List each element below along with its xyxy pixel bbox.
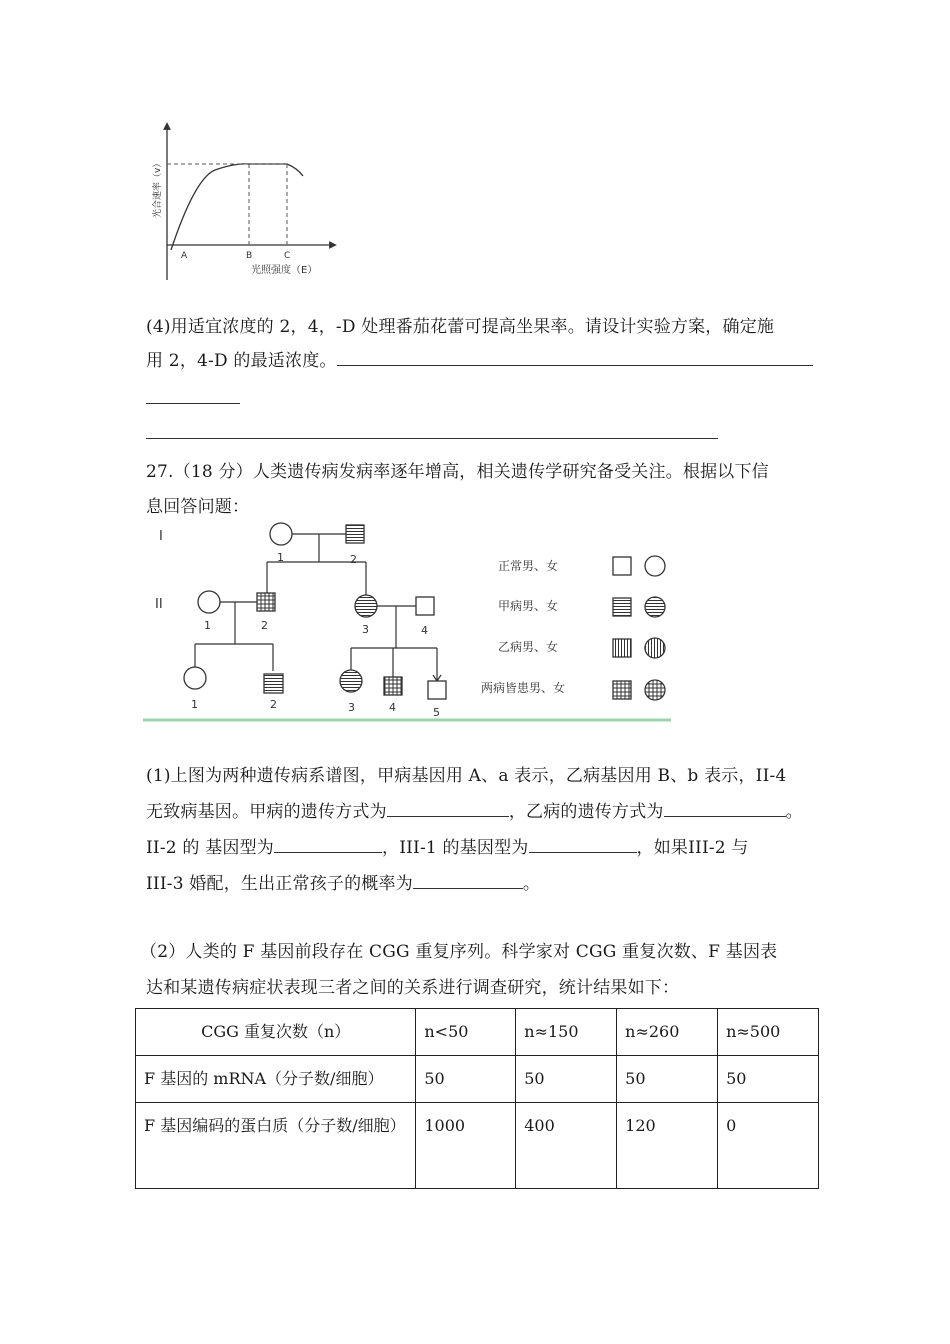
ii-4-number: 4 — [421, 624, 428, 637]
y-axis-label: 光合速率（v） — [153, 158, 163, 218]
inheritance-b-blank[interactable] — [664, 800, 786, 817]
iii-5-number: 5 — [433, 706, 440, 719]
q4-answer-blank-2[interactable] — [146, 403, 240, 404]
part1-line4 — [146, 869, 540, 894]
part1-line3-text-c: ，如果III-2 与 — [636, 838, 749, 858]
ii-2-both-diseases-male — [257, 593, 275, 611]
q27-line1: 27.（18 分）人类遗传病发病率逐年增高，相关遗传学研究备受关注。根据以下信 — [146, 462, 769, 482]
i-1-normal-female — [270, 523, 292, 545]
i-2-disease-a-male — [346, 525, 364, 543]
legend-disease-b-male-icon — [613, 639, 631, 657]
part2-line2: 达和某遗传病症状表现三者之间的关系进行调查研究，统计结果如下： — [146, 978, 680, 998]
iii-3-disease-a-female — [340, 670, 362, 692]
x-axis-label: 光照强度（E） — [251, 265, 318, 276]
ii-3-disease-a-female — [355, 595, 377, 617]
iii-2-disease-a-male — [264, 674, 283, 693]
part1-line3 — [146, 833, 749, 858]
q4-line2 — [146, 346, 813, 371]
q27-line2: 息回答问题： — [146, 497, 250, 517]
part1-line3-text-a: II-2 的 基因型为 — [146, 838, 274, 858]
legend-normal-female-icon — [645, 556, 665, 576]
legend-normal-male-icon — [613, 557, 631, 575]
photosynthesis-graph — [145, 118, 345, 286]
part1-line4-text-b: 。 — [522, 874, 541, 894]
iii-1-number: 1 — [191, 698, 198, 711]
part1-line1: (1)上图为两种遗传病系谱图，甲病基因用 A、a 表示，乙病基因用 B、b 表示，II-4 — [146, 766, 787, 786]
table-cell: F 基因的 mRNA（分子数/细胞） — [136, 1056, 416, 1103]
part1-line2-text-a: 无致病基因。甲病的遗传方式为 — [146, 802, 387, 822]
iii-1-normal-female — [184, 667, 206, 689]
iii-2-number: 2 — [270, 698, 277, 711]
inheritance-a-blank[interactable] — [387, 800, 509, 817]
ii-2-number: 2 — [261, 619, 268, 632]
table-cell: 0 — [718, 1103, 819, 1189]
probability-blank[interactable] — [413, 872, 523, 889]
point-a-label: A — [181, 251, 188, 261]
table-cell: F 基因编码的蛋白质（分子数/细胞） — [136, 1103, 416, 1189]
part1-line3-text-b: ，III-1 的基因型为 — [382, 838, 529, 858]
legend-disease-b-label: 乙病男、女 — [498, 640, 559, 654]
table-cell: 120 — [617, 1103, 718, 1189]
part1-line2 — [146, 797, 803, 822]
legend-disease-b-female-icon — [645, 638, 665, 658]
table-cell: 1000 — [416, 1103, 516, 1189]
table-header-cell: n≈500 — [718, 1009, 819, 1056]
point-b-label: B — [246, 251, 253, 261]
part1-line2-text-c: 。 — [785, 802, 803, 822]
legend-both-female-icon — [645, 680, 665, 700]
point-c-label: C — [284, 251, 291, 261]
q4-answer-blank-1[interactable] — [337, 349, 813, 366]
table-header-cell: CGG 重复次数（n） — [136, 1009, 416, 1056]
part1-line2-text-b: ，乙病的遗传方式为 — [508, 802, 664, 822]
table-cell: 50 — [416, 1056, 516, 1103]
part2-line1: （2）人类的 F 基因前段存在 CGG 重复序列。科学家对 CGG 重复次数、F 基因表 — [140, 942, 778, 962]
table-cell: 50 — [516, 1056, 617, 1103]
q4-answer-blank-3[interactable] — [146, 438, 718, 439]
legend-normal-label: 正常男、女 — [498, 559, 559, 573]
rate-curve — [171, 164, 303, 250]
ii-4-normal-male — [416, 597, 434, 615]
cgg-repeat-table — [135, 1008, 819, 1189]
legend-disease-a-female-icon — [645, 597, 665, 617]
legend-both-label: 两病皆患男、女 — [481, 681, 566, 695]
i-2-number: 2 — [350, 553, 357, 566]
table-cell: 50 — [617, 1056, 718, 1103]
q4-line2-text: 用 2，4-D 的最适浓度。 — [146, 351, 337, 371]
generation-label-ii: II — [155, 597, 163, 612]
part1-line4-text-a: III-3 婚配，生出正常孩子的概率为 — [146, 874, 413, 894]
table-header-cell: n≈150 — [516, 1009, 617, 1056]
table-cell: 400 — [516, 1103, 617, 1189]
ii-1-number: 1 — [204, 619, 211, 632]
table-header-row — [136, 1009, 819, 1056]
table-cell: 50 — [718, 1056, 819, 1103]
genotype-ii2-blank[interactable] — [274, 836, 382, 853]
iii-4-number: 4 — [389, 701, 396, 714]
table-header-cell: n≈260 — [617, 1009, 718, 1056]
genotype-iii1-blank[interactable] — [529, 836, 637, 853]
legend-both-male-icon — [613, 681, 631, 699]
iii-3-number: 3 — [348, 701, 355, 714]
generation-label-i: I — [159, 529, 163, 544]
ii-3-number: 3 — [362, 623, 369, 636]
i-1-number: 1 — [277, 551, 284, 564]
table-header-cell: n<50 — [416, 1009, 516, 1056]
q4-line1: (4)用适宜浓度的 2，4，-D 处理番茄花蕾可提高坐果率。请设计实验方案，确定施 — [146, 317, 775, 337]
pedigree-chart — [143, 518, 671, 724]
legend-disease-a-label: 甲病男、女 — [498, 599, 559, 613]
iii-5-normal-male — [428, 681, 446, 699]
table-row — [136, 1056, 819, 1103]
table-row — [136, 1103, 819, 1189]
legend-disease-a-male-icon — [613, 598, 631, 616]
iii-4-both-diseases-male — [384, 677, 402, 695]
ii-1-normal-female — [198, 591, 220, 613]
